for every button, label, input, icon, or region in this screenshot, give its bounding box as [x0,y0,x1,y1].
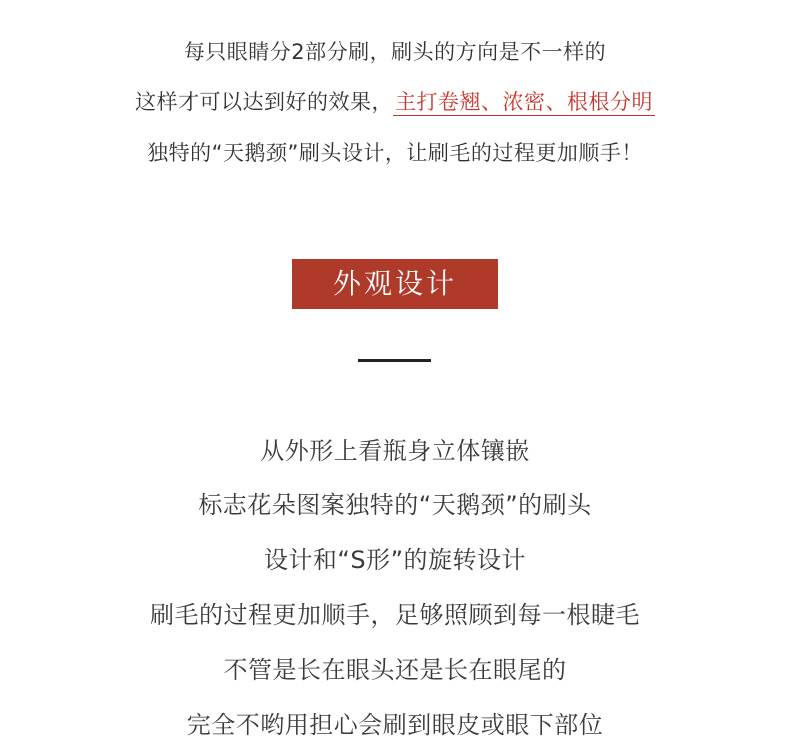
body-line-6: 完全不哟用担心会刷到眼皮或眼下部位 [186,711,604,739]
highlight-text: 主打卷翘、浓密、根根分明 [395,90,653,114]
intro-line-1: 每只眼睛分2部分刷，刷头的方向是不一样的 [183,40,607,64]
intro-line-3: 独特的“天鹅颈”刷头设计，让刷毛的过程更加顺手！ [147,141,643,165]
intro-line-2-prefix: 这样才可以达到好的效果， [135,90,393,114]
body-line-1: 从外形上看瓶身立体镶嵌 [260,437,530,465]
body-line-5: 不管是长在眼头还是长在眼尾的 [223,656,567,684]
section-title-badge: 外观设计 [292,259,498,309]
body-line-4: 刷毛的过程更加顺手，足够照顾到每一根睫毛 [150,601,640,629]
section-divider [358,359,431,362]
body-line-3: 设计和“S形”的旋转设计 [263,546,527,574]
intro-line-2 [0,87,790,117]
body-line-2: 标志花朵图案独特的“天鹅颈”的刷头 [198,491,592,519]
